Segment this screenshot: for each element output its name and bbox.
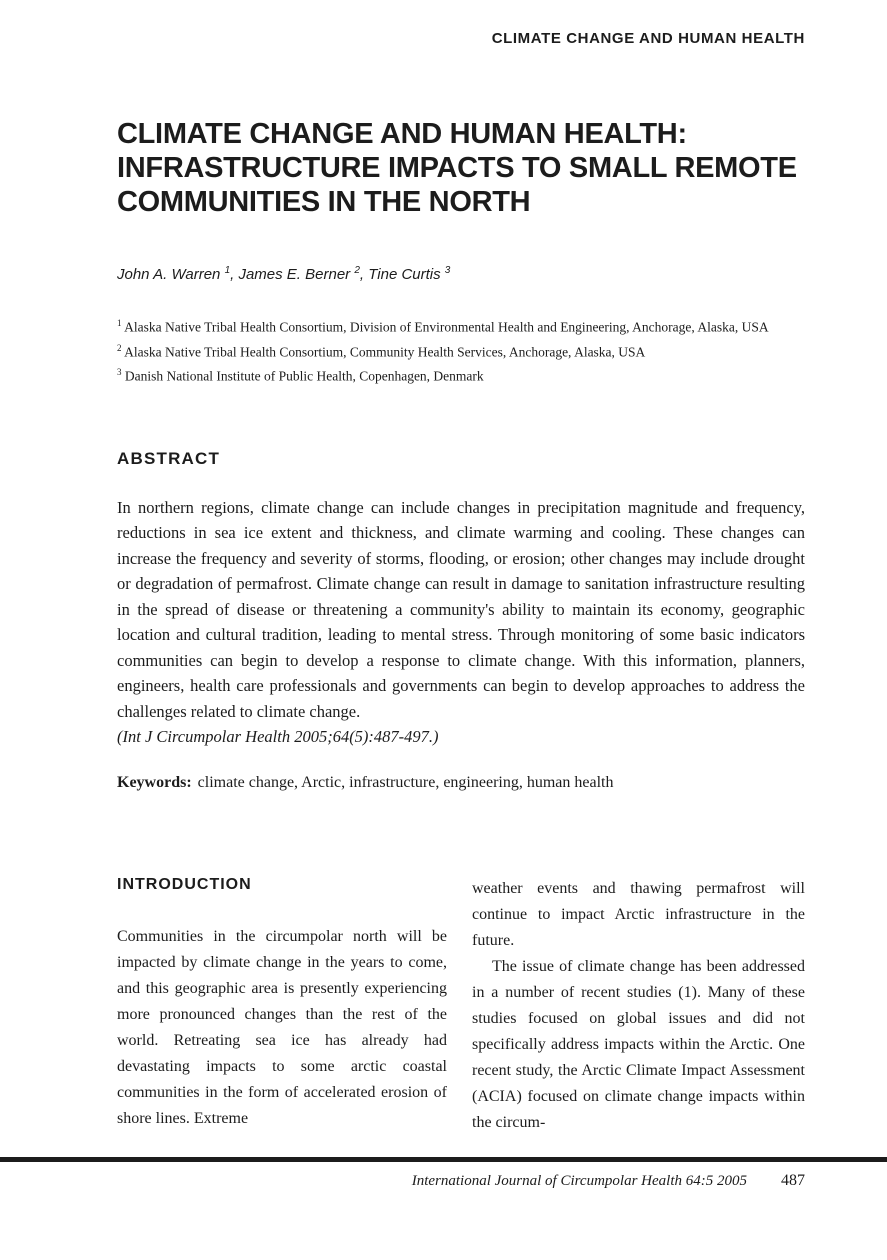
author-3 bbox=[360, 266, 450, 283]
affiliation-1-text: Alaska Native Tribal Health Consortium, Division of Environmental Health and Engineering, Anchorage, Alaska, USA bbox=[121, 319, 769, 335]
authors-line bbox=[117, 265, 805, 283]
intro-right-column bbox=[472, 876, 805, 1136]
author-3-name: , Tine Curtis bbox=[359, 266, 445, 283]
title-line-2: INFRASTRUCTURE IMPACTS TO SMALL REMOTE bbox=[117, 152, 797, 184]
footer-rule bbox=[0, 1157, 887, 1162]
page-title bbox=[117, 117, 805, 219]
author-1-name: John A. Warren bbox=[117, 266, 225, 283]
affiliation-2-marker: 2 bbox=[117, 342, 122, 353]
keywords-line bbox=[117, 774, 805, 792]
journal-name: International Journal of Circumpolar Health 64:5 2005 bbox=[411, 1173, 747, 1189]
introduction-section bbox=[117, 876, 805, 1136]
footer bbox=[412, 1172, 805, 1190]
intro-paragraph-left: Communities in the circumpolar north will be impacted by climate change in the years to come, and this geographic area is presently experiencing more pronounced changes than the rest of the world. Retreating sea ice has already had devastating impacts to some arctic coastal communities in the form of accelerated erosion of shore lines. Extreme bbox=[117, 927, 447, 1127]
page-number: 487 bbox=[781, 1172, 805, 1189]
affiliation-3-marker: 3 bbox=[117, 367, 122, 377]
running-header: CLIMATE CHANGE AND HUMAN HEALTH bbox=[491, 30, 805, 47]
introduction-heading: INTRODUCTION bbox=[117, 875, 252, 893]
author-2-affiliation-marker: 2 bbox=[354, 265, 360, 276]
affiliations-list bbox=[117, 313, 805, 387]
affiliation-item-2 bbox=[117, 338, 805, 363]
keywords-text: climate change, Arctic, infrastructure, engineering, human health bbox=[197, 773, 614, 791]
author-2-name: , James E. Berner bbox=[230, 266, 355, 283]
intro-paragraph-right-1: weather events and thawing permafrost will continue to impact Arctic infrastructure in the future. bbox=[472, 879, 805, 949]
author-3-affiliation-marker: 3 bbox=[444, 265, 451, 276]
affiliation-item-1 bbox=[117, 313, 805, 338]
title-line-3: COMMUNITIES IN THE NORTH bbox=[117, 186, 531, 218]
affiliation-3-text: Danish National Institute of Public Health, Copenhagen, Denmark bbox=[121, 368, 484, 384]
affiliation-item-3 bbox=[117, 362, 805, 387]
intro-left-column bbox=[117, 876, 447, 1136]
author-1 bbox=[117, 266, 230, 283]
intro-paragraph-right-2: The issue of climate change has been addressed in a number of recent studies (1). Many of these studies focused on global issues and did not specifically address impacts within the Arctic. One recent study, the Arctic Climate Impact Assessment (ACIA) focused on climate change impacts within the circum- bbox=[472, 957, 805, 1131]
abstract-citation: (Int J Circumpolar Health 2005;64(5):487-497.) bbox=[117, 727, 439, 746]
author-2 bbox=[230, 266, 360, 283]
author-1-affiliation-marker: 1 bbox=[224, 265, 231, 276]
abstract-body: In northern regions, climate change can include changes in precipitation magnitude and frequency, reductions in sea ice extent and thickness, and climate warming and cooling. These changes can increase the frequency and severity of storms, flooding, or erosion; other changes may include drought or degradation of permafrost. Climate change can result in damage to sanitation infrastructure resulting in the spread of disease or threatening a community's ability to maintain its economy, geographic location and cultural tradition, leading to mental stress. Through monitoring of some basic indicators communities can begin to develop a response to climate change. With this information, planners, engineers, health care professionals and governments can begin to develop approaches to address the challenges related to climate change. bbox=[117, 497, 805, 721]
affiliation-1-marker: 1 bbox=[117, 318, 122, 328]
affiliation-2-text: Alaska Native Tribal Health Consortium, Community Health Services, Anchorage, Alaska, USA bbox=[121, 344, 646, 359]
keywords-label: Keywords: bbox=[117, 773, 192, 791]
title-line-1: CLIMATE CHANGE AND HUMAN HEALTH: bbox=[117, 118, 687, 150]
abstract-heading: ABSTRACT bbox=[117, 448, 221, 468]
